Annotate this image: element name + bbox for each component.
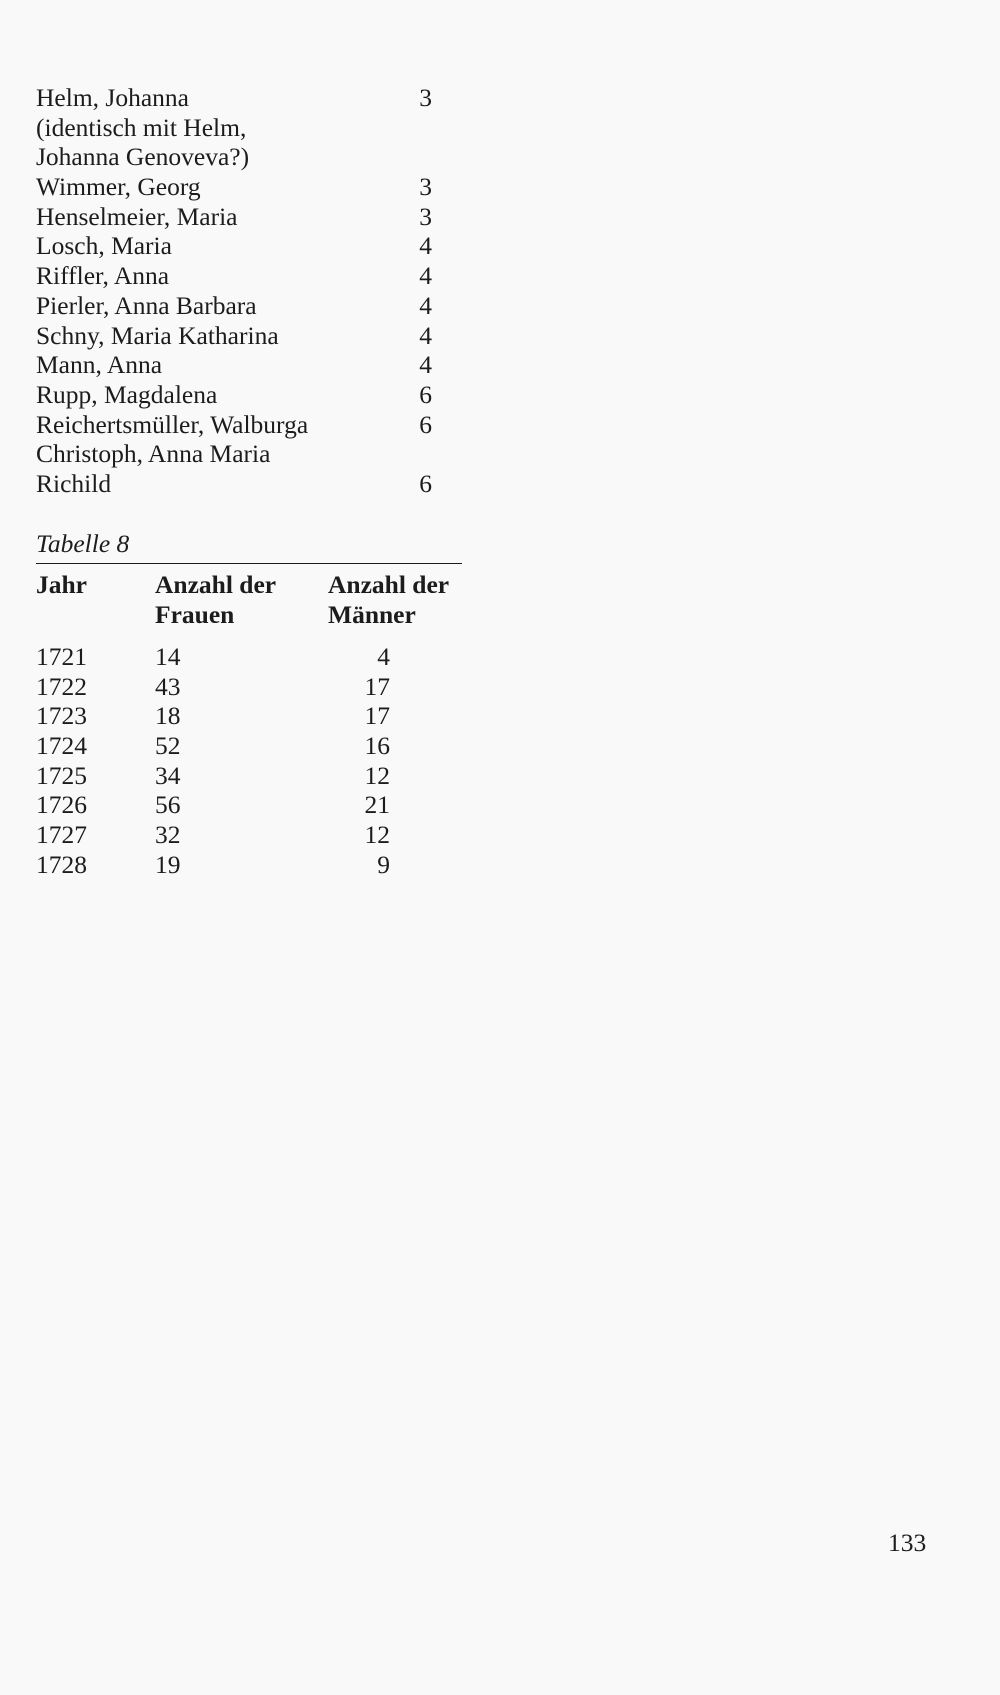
cell-women: 43: [155, 671, 181, 701]
person-count: 6: [419, 468, 432, 498]
name-list-item: [36, 113, 416, 143]
header-label-line2: Frauen: [155, 600, 235, 629]
person-count: 3: [419, 201, 432, 231]
person-name: Schny, Maria Katharina: [36, 320, 279, 350]
page-number: 133: [888, 1528, 927, 1557]
name-list-item: [36, 468, 432, 499]
table-caption: Tabelle 8: [36, 529, 130, 558]
name-list-item: [36, 439, 416, 469]
table-header-year: [36, 570, 87, 600]
person-name: Mann, Anna: [36, 350, 163, 380]
table-row: [36, 701, 462, 731]
table-row: [36, 850, 462, 880]
table-row: [36, 761, 462, 791]
cell-men: 12: [364, 760, 390, 790]
person-name: Richild: [36, 468, 112, 498]
name-list-item: [36, 379, 432, 410]
name-list-item: [36, 261, 432, 291]
person-count: 4: [419, 320, 432, 350]
cell-year: 1722: [36, 671, 87, 701]
name-list: [36, 83, 432, 499]
name-list-item: [36, 83, 432, 113]
table-top-rule: [36, 563, 462, 564]
table-row: [36, 790, 462, 820]
person-name: Johanna Genoveva?): [36, 142, 250, 172]
person-name: Riffler, Anna: [36, 261, 170, 291]
table-row: [36, 820, 462, 850]
person-name: (identisch mit Helm,: [36, 112, 247, 142]
person-count: 4: [419, 290, 432, 320]
header-label-line2: Männer: [328, 600, 416, 629]
cell-year: 1721: [36, 642, 87, 671]
person-name: Losch, Maria: [36, 231, 172, 261]
cell-women: 19: [155, 849, 181, 879]
person-count: 4: [419, 231, 432, 261]
cell-men: 17: [364, 671, 390, 701]
person-name: Henselmeier, Maria: [36, 201, 238, 231]
cell-year: 1724: [36, 731, 87, 761]
table-row: [36, 731, 462, 761]
cell-women: 14: [155, 642, 181, 671]
header-label: Jahr: [36, 570, 87, 599]
cell-women: 56: [155, 790, 181, 820]
cell-year: 1727: [36, 820, 87, 850]
table-row: [36, 642, 462, 672]
cell-men: 12: [364, 820, 390, 850]
cell-year: 1726: [36, 790, 87, 820]
person-count: 4: [419, 350, 432, 380]
person-name: Rupp, Magdalena: [36, 379, 218, 409]
person-name: Reichertsmüller, Walburga: [36, 409, 309, 439]
header-label-line1: Anzahl der: [328, 570, 450, 599]
cell-men: 4: [377, 642, 390, 671]
person-name: Christoph, Anna Maria: [36, 439, 271, 469]
name-list-item: [36, 201, 432, 232]
name-list-item: [36, 320, 432, 351]
person-count: 4: [419, 261, 432, 291]
person-count: 3: [419, 172, 432, 202]
cell-men: 9: [377, 849, 390, 879]
cell-women: 18: [155, 701, 181, 731]
name-list-item: [36, 409, 432, 440]
cell-year: 1723: [36, 701, 87, 731]
table-header-men: [328, 570, 449, 630]
person-name: Helm, Johanna: [36, 83, 189, 112]
table-row: [36, 672, 462, 702]
table-header-women: [155, 570, 276, 630]
cell-men: 21: [364, 790, 390, 820]
cell-men: 17: [364, 701, 390, 731]
cell-year: 1725: [36, 760, 87, 790]
person-name: Pierler, Anna Barbara: [36, 290, 257, 320]
name-list-item: [36, 231, 432, 261]
name-list-item: [36, 172, 432, 202]
person-count: 3: [419, 83, 432, 112]
cell-women: 52: [155, 731, 181, 761]
name-list-item: [36, 290, 432, 321]
name-list-item: [36, 142, 416, 172]
cell-year: 1728: [36, 849, 87, 879]
person-name: Wimmer, Georg: [36, 172, 201, 202]
person-count: 6: [419, 409, 432, 439]
cell-men: 16: [364, 731, 390, 761]
cell-women: 34: [155, 760, 181, 790]
table-body: [36, 642, 462, 880]
cell-women: 32: [155, 820, 181, 850]
header-label-line1: Anzahl der: [155, 570, 277, 599]
name-list-item: [36, 350, 432, 380]
person-count: 6: [419, 379, 432, 409]
